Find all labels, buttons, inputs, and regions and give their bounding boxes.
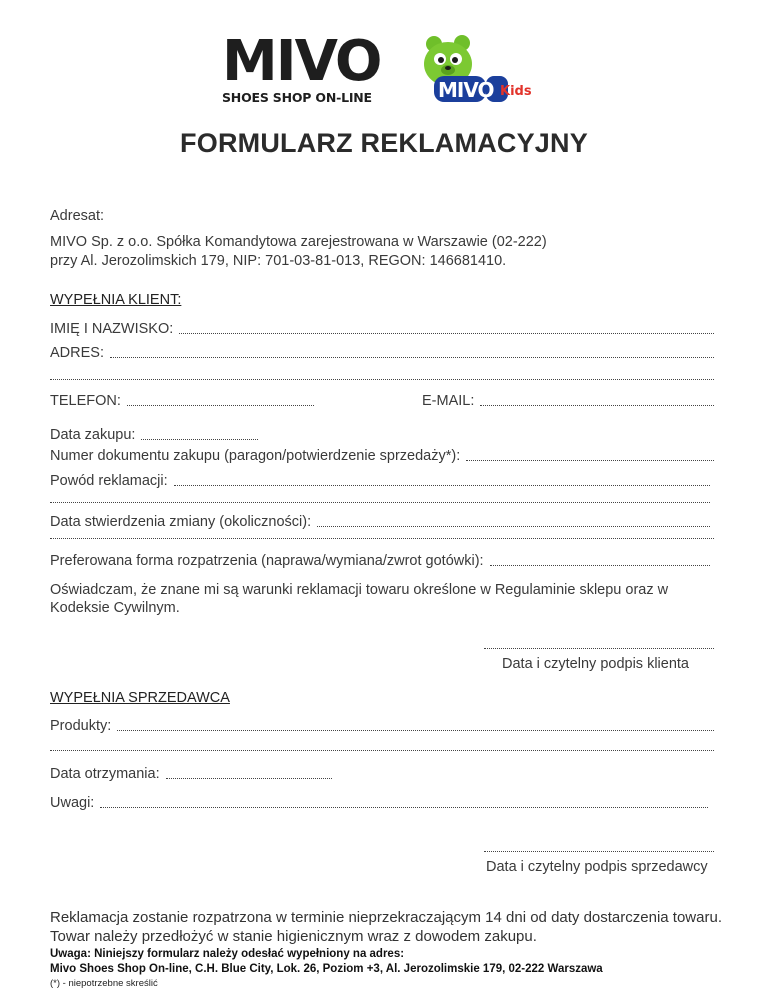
products-label: Produkty: [50,718,112,734]
declaration-line-1: Oświadczam, że znane mi są warunki reklamacji towaru określone w Regulaminie sklepu oraz w [50,582,669,598]
footer-note-2: Mivo Shoes Shop On-line, C.H. Blue City, Lok. 26, Poziom +3, Al. Jerozolimskie 179, 02-222 Warszawa [50,963,603,975]
footer-note-1: Uwaga: Niniejszy formularz należy odesłać wypełniony na adres: [50,948,405,960]
logo-tagline: SHOES SHOP ON-LINE [222,90,372,105]
notes-line[interactable] [100,807,708,808]
received-date-field[interactable] [50,765,332,783]
addressee-label: Adresat: [50,208,104,224]
client-section-heading: WYPEŁNIA KLIENT: [50,292,182,308]
declaration-line-2: Kodeksie Cywilnym. [50,600,180,616]
received-date-label: Data otrzymania: [50,766,160,782]
name-label: IMIĘ I NAZWISKO: [50,321,174,337]
client-signature-line[interactable] [484,648,714,649]
preferred-form-field[interactable] [50,552,710,570]
mivo-logo [222,29,382,105]
email-line[interactable] [480,405,714,406]
address-line-2[interactable] [50,379,714,380]
discovery-date-label: Data stwierdzenia zmiany (okoliczności): [50,514,312,530]
address-label: ADRES: [50,345,104,361]
discovery-date-line-2[interactable] [50,538,714,539]
notes-label: Uwagi: [50,795,95,811]
document-number-line[interactable] [466,460,714,461]
phone-line[interactable] [127,405,314,406]
phone-label: TELEFON: [50,393,121,409]
received-date-line[interactable] [166,778,332,779]
page-title: FORMULARZ REKLAMACYJNY [180,128,588,158]
notes-field[interactable] [50,794,708,812]
phone-field[interactable] [50,392,314,410]
reason-label: Powód reklamacji: [50,473,168,489]
discovery-date-field[interactable] [50,513,710,531]
reason-line-2[interactable] [50,502,710,503]
seller-section-heading: WYPEŁNIA SPRZEDAWCA [50,690,230,706]
name-field[interactable] [50,320,714,338]
products-line-2[interactable] [50,750,714,751]
preferred-form-label: Preferowana forma rozpatrzenia (naprawa/wymiana/zwrot gotówki): [50,553,484,569]
mivo-kids-logo [420,34,540,106]
footer-line-2: Towar należy przedłożyć w stanie higienicznym wraz z dowodem zakupu. [50,928,537,945]
client-signature-label: Data i czytelny podpis klienta [502,656,689,672]
document-number-field[interactable] [50,447,714,465]
addressee-line-2: przy Al. Jerozolimskich 179, NIP: 701-03-81-013, REGON: 146681410. [50,253,507,269]
purchase-date-label: Data zakupu: [50,427,136,443]
purchase-date-field[interactable] [50,426,258,444]
footer-line-1: Reklamacja zostanie rozpatrzona w terminie nieprzekraczającym 14 dni od daty dostarczenia towaru. [50,909,722,926]
products-line[interactable] [117,730,714,731]
seller-signature-line[interactable] [484,851,714,852]
address-line[interactable] [110,357,714,358]
seller-signature-label: Data i czytelny podpis sprzedawcy [486,859,708,875]
addressee-line-1: MIVO Sp. z o.o. Spółka Komandytowa zarejestrowana w Warszawie (02-222) [50,234,547,250]
logo-brand: MIVO [222,29,381,94]
address-field[interactable] [50,344,714,362]
asterisk-note: (*) - niepotrzebne skreślić [50,978,158,989]
kids-logo-suffix: Kids [500,84,532,99]
name-line[interactable] [179,333,714,334]
email-label: E-MAIL: [422,393,475,409]
preferred-form-line[interactable] [490,565,710,566]
email-field[interactable] [422,392,714,410]
purchase-date-line[interactable] [141,439,258,440]
discovery-date-line[interactable] [317,526,710,527]
reason-line[interactable] [174,485,710,486]
reason-field[interactable] [50,472,710,490]
products-field[interactable] [50,717,714,735]
kids-logo-brand: MIVO [438,78,494,102]
document-number-label: Numer dokumentu zakupu (paragon/potwierdzenie sprzedaży*): [50,448,461,464]
